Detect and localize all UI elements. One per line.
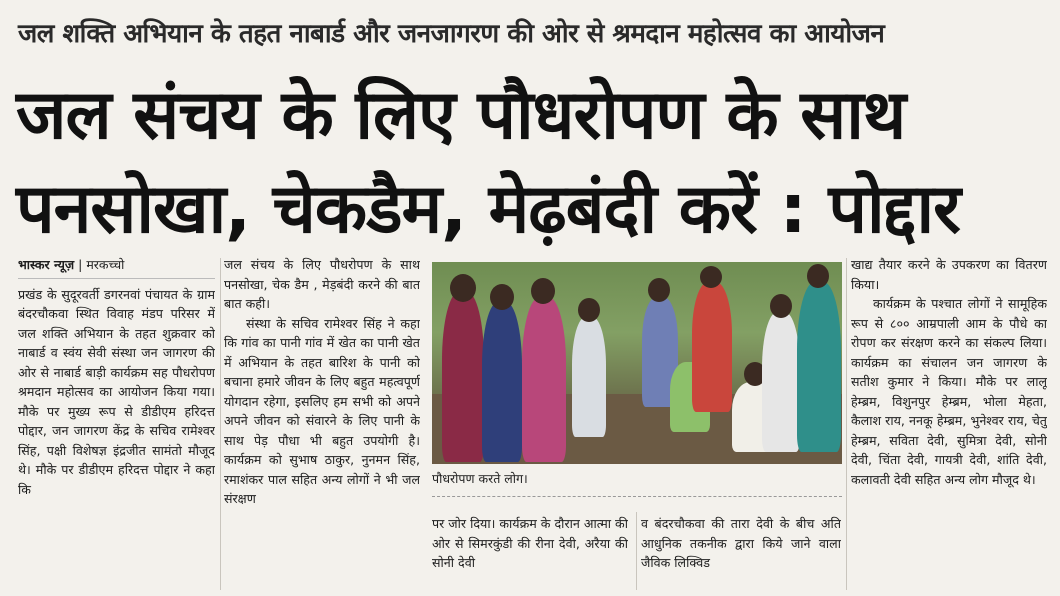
photo-caption: पौधरोपण करते लोग। xyxy=(432,471,528,486)
column-1-text: प्रखंड के सुदूरवर्ती डगरनवां पंचायत के ग्राम बंदरचौकवा स्थित विवाह मंडप परिसर में जल शक्ति अभियान के तहत शुक्रवार को नाबार्ड व स्वंय सेवी संस्था जन जागरण की ओर से नाबार्ड बाड़ी कार्यक्रम सह पौधरोपण श्रमदान महोत्सव का आयोजन किया गया। मौके पर मुख्य रूप से डीडीएम हरिदत्त पोद्दार, जन जागरण केंद्र के सचिव रामेश्वर सिंह, पक्षी विशेषज्ञ इंद्रजीत सामंतो मौजूद थे। मौके पर डीडीएम हरिदत्त पोद्दार ने कहा कि xyxy=(18,286,215,497)
kicker-headline: जल शक्ति अभियान के तहत नाबार्ड और जनजागरण की ओर से श्रमदान महोत्सव का आयोजन xyxy=(18,19,885,49)
column-divider xyxy=(220,258,221,590)
caption-rule xyxy=(432,496,842,497)
column-5-para-1: खाद्य तैयार करने के उपकरण का वितरण किया। xyxy=(851,257,1047,292)
column-2-para-2: संस्था के सचिव रामेश्वर सिंह ने कहा कि गांव का पानी गांव में खेत का पानी खेत में अभियान के तहत बारिश के पानी को बचाना हमारे जीवन के लिए बहुत महत्वपूर्ण योगदान रहेगा, इसलिए हम सभी को अपने अपने जीवन को संवारने के लिए पानी के साथ पेड़ पौधा भी बहुत उपयोगी है। कार्यक्रम को सुभाष ठाकुर, नुनमन सिंह, रमाशंकर पाल सहित अन्य लोगों ने भी जल संरक्षण xyxy=(224,315,420,506)
article-column-3: पर जोर दिया। कार्यक्रम के दौरान आत्मा की ओर से सिमरकुंडी की रीना देवी, अरैया की सोनी देवी xyxy=(432,516,628,570)
article-column-1 xyxy=(18,255,215,585)
article-column-4: व बंदरचौकवा की तारा देवी के बीच अति आधुनिक तकनीक द्वारा किये जाने वाला जैविक लिक्विड xyxy=(641,516,841,570)
column-2-para-1: जल संचय के लिए पौधरोपण के साथ पनसोखा, चेक डैम , मेड़बंदी करने की बात बात कही। xyxy=(224,257,420,311)
headline-line-1: जल संचय के लिए पौधरोपण के साथ xyxy=(16,76,906,155)
byline-agency: भास्कर न्यूज़ xyxy=(18,257,75,272)
headline-line-2: पनसोखा, चेकडैम, मेढ़बंदी करें : पोद्दार xyxy=(16,170,960,249)
byline xyxy=(18,255,215,279)
article-column-5 xyxy=(851,255,1047,585)
news-photo xyxy=(432,262,842,464)
column-divider xyxy=(846,258,847,590)
article-column-2 xyxy=(224,255,420,510)
byline-place: | मरकच्चो xyxy=(74,257,125,272)
column-5-para-2: कार्यक्रम के पश्चात लोगों ने सामूहिक रूप से ८०० आम्रपाली आम के पौधे का रोपण कर संरक्षण करने का संकल्प लिया। कार्यक्रम का संचालन जन जागरण के सतीश कुमार ने किया। मौके पर लालू हेम्ब्रम, विशुनपुर हेम्ब्रम, भोला मेहता, कैलाश राय, ननकू हेम्ब्रम, भुनेश्वर राय, चेतु हेम्ब्रम, सविता देवी, सुमित्रा देवी, सोनी देवी, चिंता देवी, गायत्री देवी, शांति देवी, कलावती देवी सहित अन्य लोग मौजूद थे। xyxy=(851,296,1047,487)
column-divider xyxy=(636,512,637,590)
